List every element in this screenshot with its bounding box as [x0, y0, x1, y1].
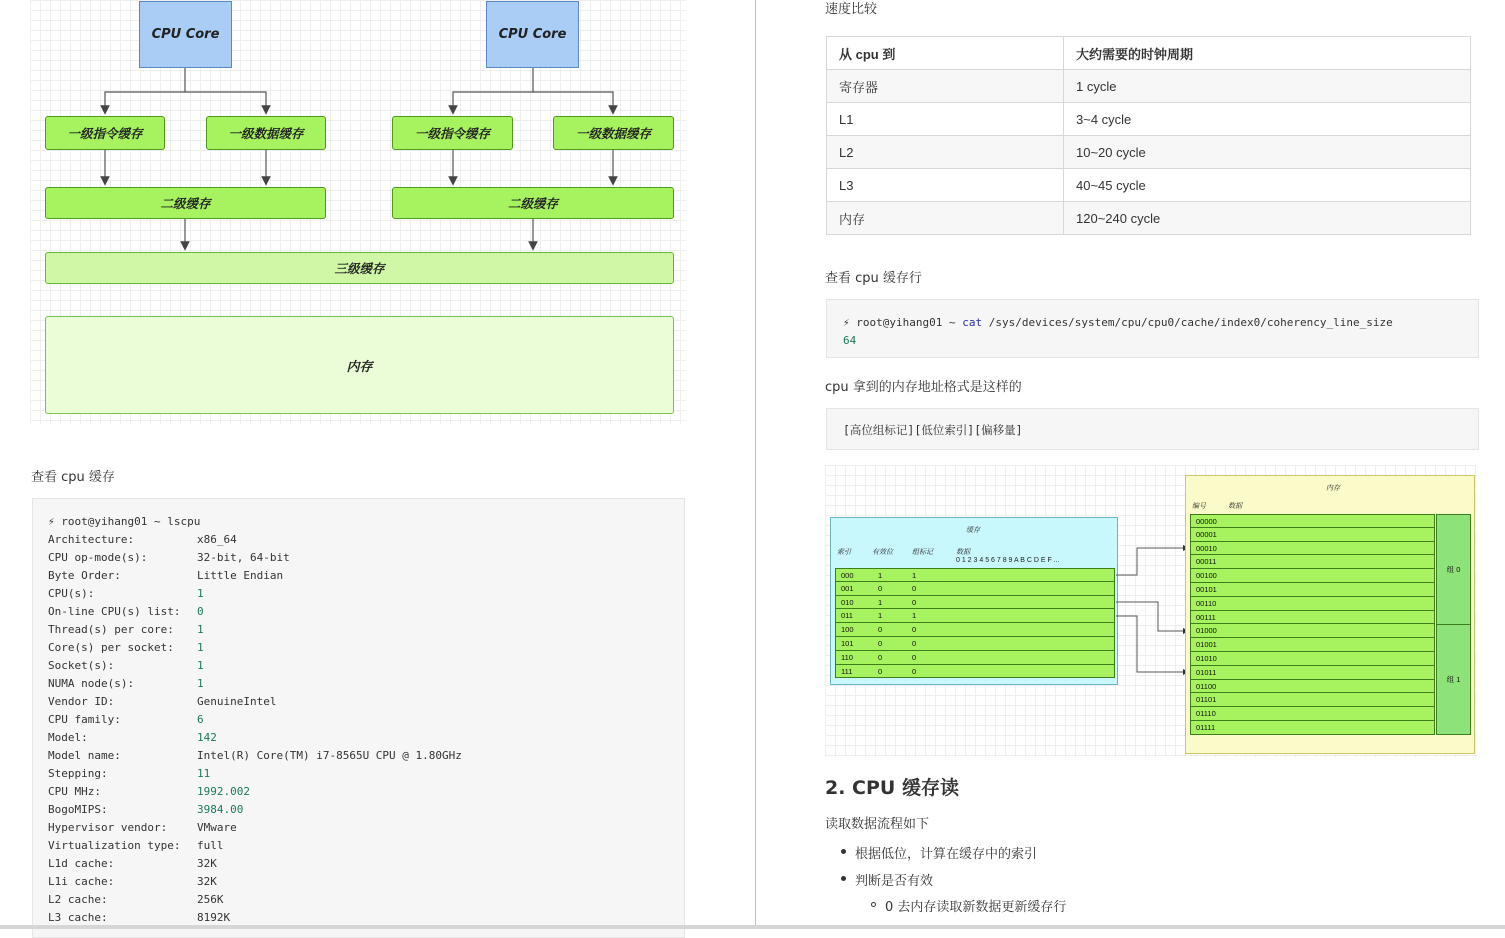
- table-cell: L2: [827, 136, 1064, 169]
- group-0-label: 组 0: [1446, 565, 1461, 574]
- memory-row: [1190, 624, 1435, 638]
- l1-instruction-cache-box: [392, 116, 513, 150]
- cache-row-tag: 1: [912, 571, 917, 580]
- cpu-core-box: [486, 1, 579, 68]
- cpu-core-label: CPU Core: [498, 27, 567, 42]
- memory-row-address: 01100: [1196, 681, 1217, 691]
- lscpu-value: Intel(R) Core(TM) i7-8565U CPU @ 1.80GHz: [197, 749, 462, 762]
- bullet-item: 判断是否有效: [855, 874, 934, 889]
- l1-data-cache-box: [553, 116, 674, 150]
- group-1-label: 组 1: [1446, 675, 1461, 684]
- cache-row-valid: 1: [878, 597, 883, 607]
- bullet-dot: [841, 876, 846, 881]
- lscpu-key: Virtualization type:: [48, 839, 181, 852]
- lscpu-row: [48, 531, 684, 549]
- lscpu-key: Stepping:: [48, 767, 108, 780]
- lscpu-row: [48, 729, 684, 747]
- memory-row: [1190, 693, 1435, 707]
- table-cell: 10~20 cycle: [1064, 136, 1471, 169]
- column-divider: [755, 0, 756, 929]
- line-size-command: [843, 314, 1478, 332]
- cache-hierarchy-diagram: [30, 0, 686, 424]
- cache-row-valid: 0: [878, 583, 883, 593]
- memory-row-address: 01000: [1196, 626, 1217, 636]
- lscpu-row: [48, 693, 684, 711]
- memory-row: [1190, 721, 1435, 735]
- memory-row-address: 00010: [1196, 543, 1217, 553]
- memory-row: [1190, 555, 1435, 569]
- cache-row-valid: 0: [878, 625, 883, 635]
- prompt-text: ⚡ root@yihang01 ~: [843, 316, 963, 329]
- lscpu-value: 32-bit, 64-bit: [197, 551, 290, 564]
- l2-cache-box: [45, 187, 326, 219]
- lscpu-row: [48, 675, 684, 693]
- table-cell: 3~4 cycle: [1064, 103, 1471, 136]
- lscpu-value: 32K: [197, 857, 217, 870]
- table-row: [827, 169, 1471, 202]
- memory-title: 内存: [1326, 485, 1340, 492]
- l2-cache-box: [392, 187, 674, 219]
- sub-bullet-circle: [871, 902, 876, 907]
- memory-row-address: 01011: [1196, 667, 1217, 677]
- cache-row-tag: 0: [912, 625, 917, 635]
- line-size-heading: 查看 cpu 缓存行: [825, 271, 922, 286]
- table-cell: 内存: [827, 202, 1064, 235]
- l1-instruction-cache-box: [45, 116, 165, 150]
- bullet-dot: [841, 849, 846, 854]
- l1-data-cache-box: [206, 116, 326, 150]
- lscpu-row: [48, 549, 684, 567]
- lscpu-value: VMware: [197, 821, 237, 834]
- lscpu-key: Vendor ID:: [48, 695, 115, 708]
- lscpu-row: [48, 711, 684, 729]
- memory-row-address: 00110: [1196, 598, 1217, 608]
- table-cell: 40~45 cycle: [1064, 169, 1471, 202]
- l2-cache-label: 二级缓存: [160, 196, 211, 211]
- command-keyword: cat: [962, 316, 983, 329]
- lscpu-row: [48, 801, 684, 819]
- lscpu-row: [48, 819, 684, 837]
- cache-row-tag: 0: [912, 583, 917, 593]
- lscpu-row: [48, 657, 684, 675]
- lscpu-key: L1d cache:: [48, 857, 115, 870]
- lscpu-heading: 查看 cpu 缓存: [31, 470, 115, 485]
- cache-mapping-diagram: [825, 465, 1477, 757]
- lscpu-key: Model:: [48, 731, 88, 744]
- lscpu-row: [48, 837, 684, 855]
- memory-row: [1190, 583, 1435, 597]
- group-0-block: [1436, 514, 1471, 625]
- lscpu-value: x86_64: [197, 533, 237, 546]
- l1-instruction-cache-label: 一级指令缓存: [67, 126, 143, 141]
- lscpu-value: 1: [197, 677, 204, 690]
- lscpu-row: [48, 567, 684, 585]
- cache-row-valid: 0: [878, 666, 883, 676]
- lscpu-row: [48, 873, 684, 891]
- lscpu-value: Little Endian: [197, 569, 284, 582]
- addr-heading: cpu 拿到的内存地址格式是这样的: [825, 380, 1022, 395]
- memory-row-address: 01111: [1196, 722, 1216, 732]
- memory-row: [1190, 542, 1435, 556]
- memory-rows: [1190, 514, 1435, 735]
- lscpu-value: full: [197, 839, 224, 852]
- table-cell: L3: [827, 169, 1064, 202]
- addr-format-code-block: [826, 408, 1479, 450]
- cache-row-tag: 0: [912, 666, 917, 676]
- lscpu-row: [48, 639, 684, 657]
- lscpu-row: [48, 765, 684, 783]
- mem-col-data-label: 数据: [1228, 503, 1242, 510]
- lscpu-key: Architecture:: [48, 533, 135, 546]
- memory-row: [1190, 680, 1435, 694]
- lscpu-row: [48, 603, 684, 621]
- cache-row-index: 110: [841, 652, 853, 662]
- cache-row-index: 011: [841, 611, 853, 621]
- lscpu-key: L2 cache:: [48, 893, 108, 906]
- lscpu-key: Thread(s) per core:: [48, 623, 174, 636]
- cache-row-valid: 0: [878, 652, 883, 662]
- table-cell: L1: [827, 103, 1064, 136]
- l3-cache-label: 三级缓存: [334, 261, 385, 276]
- lscpu-value: 1992.002: [197, 785, 250, 798]
- l2-cache-label: 二级缓存: [507, 196, 558, 211]
- table-row: [827, 202, 1471, 235]
- lscpu-row: [48, 783, 684, 801]
- lscpu-output: [48, 531, 684, 927]
- cache-row-valid: 1: [878, 571, 883, 580]
- lscpu-value: GenuineIntel: [197, 695, 277, 708]
- cpu-core-label: CPU Core: [151, 27, 220, 42]
- cache-row-index: 100: [841, 625, 854, 635]
- lscpu-row: [48, 585, 684, 603]
- mem-col-no-label: 编号: [1192, 503, 1206, 510]
- group-1-block: [1436, 624, 1471, 735]
- data-bytes-label: 0 1 2 3 4 5 6 7 8 9 A B C D E F ...: [956, 557, 1060, 564]
- memory-row-address: 01101: [1196, 695, 1217, 705]
- cache-row-index: 000: [841, 571, 854, 580]
- memory-row-address: 00000: [1196, 517, 1217, 526]
- lscpu-key: NUMA node(s):: [48, 677, 135, 690]
- memory-row: [1190, 652, 1435, 666]
- lscpu-key: CPU family:: [48, 713, 121, 726]
- lscpu-row: [48, 891, 684, 909]
- lscpu-value: 11: [197, 767, 211, 780]
- lscpu-value: 0: [197, 605, 204, 618]
- table-cell: 寄存器: [827, 70, 1064, 103]
- lscpu-value: 1: [197, 641, 204, 654]
- cache-row-index: 101: [841, 638, 854, 648]
- memory-row-address: 01010: [1196, 653, 1217, 663]
- memory-row: [1190, 528, 1435, 542]
- col-data-label: 数据: [956, 549, 970, 556]
- table-header-row: [827, 37, 1471, 70]
- lscpu-value: 1: [197, 587, 204, 600]
- col-valid-label: 有效位: [872, 549, 893, 556]
- memory-row: [1190, 514, 1435, 528]
- memory-row-address: 00101: [1196, 584, 1217, 594]
- l1-data-cache-label: 一级数据缓存: [575, 126, 651, 141]
- cache-row-index: 111: [841, 666, 853, 676]
- line-size-code-block: [826, 299, 1479, 358]
- memory-row: [1190, 611, 1435, 625]
- cache-row-tag: 1: [912, 611, 917, 621]
- memory-row-address: 00111: [1196, 612, 1216, 622]
- speed-table-body: [827, 70, 1471, 235]
- cpu-core-box: [139, 1, 232, 68]
- read-flow-intro: 读取数据流程如下: [825, 817, 930, 832]
- cache-row-tag: 0: [912, 652, 917, 662]
- memory-row: [1190, 569, 1435, 583]
- lscpu-value: 32K: [197, 875, 217, 888]
- line-size-output: 64: [843, 334, 857, 347]
- lscpu-value: 6: [197, 713, 204, 726]
- memory-row-address: 00100: [1196, 571, 1217, 581]
- memory-row-address: 01110: [1196, 709, 1216, 719]
- bullet-item: 根据低位，计算在缓存中的索引: [855, 847, 1038, 862]
- memory-row: [1190, 707, 1435, 721]
- table-cell: 1 cycle: [1064, 70, 1471, 103]
- cache-row-index: 010: [841, 597, 854, 607]
- cache-row-valid: 0: [878, 638, 883, 648]
- table-header-cell: 从 cpu 到: [827, 37, 1064, 70]
- speed-heading: 速度比较: [825, 2, 878, 17]
- speed-table: [826, 36, 1471, 235]
- section-2-heading: 2. CPU 缓存读: [825, 777, 959, 799]
- lscpu-key: CPU op-mode(s):: [48, 551, 148, 564]
- lscpu-key: Socket(s):: [48, 659, 115, 672]
- table-row: [827, 103, 1471, 136]
- col-tag-label: 组标记: [912, 549, 933, 556]
- lscpu-value: 1: [197, 623, 204, 636]
- lscpu-row: [48, 747, 684, 765]
- table-row: [827, 136, 1471, 169]
- memory-box: [45, 316, 674, 414]
- table-header-cell: 大约需要的时钟周期: [1064, 37, 1471, 70]
- command-path: /sys/devices/system/cpu/cpu0/cache/index0/coherency_line_size: [982, 316, 1393, 329]
- lscpu-value: 8192K: [197, 911, 231, 924]
- lscpu-value: 3984.00: [197, 803, 244, 816]
- l1-instruction-cache-label: 一级指令缓存: [414, 126, 490, 141]
- cache-row-valid: 1: [878, 611, 883, 621]
- lscpu-key: L3 cache:: [48, 911, 108, 924]
- lscpu-key: Hypervisor vendor:: [48, 821, 168, 834]
- lscpu-value: 256K: [197, 893, 224, 906]
- lscpu-key: On-line CPU(s) list:: [48, 605, 181, 618]
- memory-row-address: 01001: [1196, 640, 1217, 650]
- memory-row: [1190, 597, 1435, 611]
- lscpu-key: Core(s) per socket:: [48, 641, 174, 654]
- table-row: [827, 70, 1471, 103]
- cache-row-tag: 0: [912, 638, 917, 648]
- col-index-label: 索引: [837, 549, 851, 556]
- lscpu-prompt: ⚡ root@yihang01 ~ lscpu: [48, 515, 201, 528]
- cache-row-tag: 0: [912, 597, 917, 607]
- addr-format-text: [高位组标记][低位索引][偏移量]: [843, 423, 1023, 437]
- memory-panel: [1185, 475, 1475, 754]
- l1-data-cache-label: 一级数据缓存: [228, 126, 304, 141]
- lscpu-row: [48, 855, 684, 873]
- bottom-scrollbar[interactable]: [0, 925, 1505, 929]
- l3-cache-box: [45, 252, 674, 284]
- table-cell: 120~240 cycle: [1064, 202, 1471, 235]
- memory-label: 内存: [346, 359, 373, 375]
- sub-bullet-item: 0 去内存读取新数据更新缓存行: [885, 900, 1067, 915]
- memory-row-address: 00001: [1196, 529, 1217, 539]
- lscpu-key: BogoMIPS:: [48, 803, 108, 816]
- lscpu-key: Model name:: [48, 749, 121, 762]
- lscpu-key: CPU MHz:: [48, 785, 101, 798]
- lscpu-row: [48, 621, 684, 639]
- lscpu-code-block: [32, 498, 685, 938]
- memory-row: [1190, 666, 1435, 680]
- lscpu-key: CPU(s):: [48, 587, 95, 600]
- cache-title: 缓存: [966, 527, 980, 534]
- lscpu-key: Byte Order:: [48, 569, 121, 582]
- cache-row-index: 001: [841, 583, 854, 593]
- lscpu-key: L1i cache:: [48, 875, 115, 888]
- lscpu-value: 1: [197, 659, 204, 672]
- memory-row: [1190, 638, 1435, 652]
- lscpu-value: 142: [197, 731, 217, 744]
- memory-row-address: 00011: [1196, 557, 1217, 567]
